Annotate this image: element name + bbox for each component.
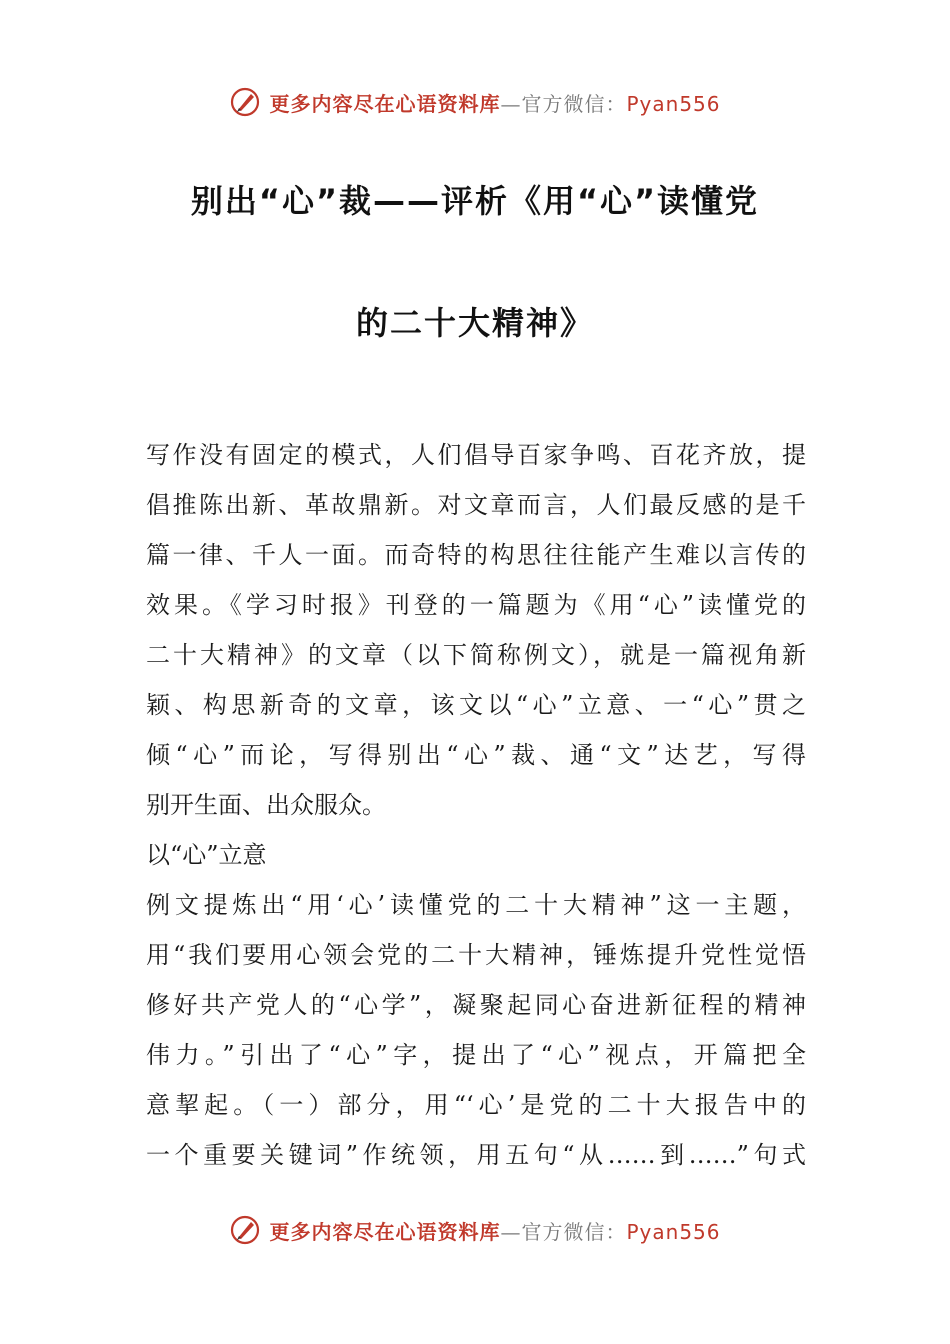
article-title-line-1: 别出“心”裁——评析《用“心”读懂党 [190, 182, 760, 220]
article-title-line-2: 的二十大精神》 [355, 304, 594, 342]
body-line: 用“我们要用心领会党的二十大精神，锤炼提升党性觉悟 [146, 941, 806, 969]
quill-pen-logo-icon [229, 86, 261, 118]
body-line: 伟力。”引出了“心”字，提出了“心”视点，开篇把全 [146, 1041, 806, 1069]
body-line: 写作没有固定的模式，人们倡导百家争鸣、百花齐放，提 [146, 441, 806, 469]
watermark-text [269, 1216, 720, 1245]
body-line: 例文提炼出“用‘心’读懂党的二十大精神”这一主题， [146, 891, 806, 919]
body-line: 效果。《学习时报》刊登的一篇题为《用“心”读懂党的 [146, 591, 806, 619]
section-heading: 以“心”立意 [146, 841, 267, 869]
quill-pen-logo-icon [229, 1214, 261, 1246]
watermark-text [269, 88, 720, 117]
body-line: 篇一律、千人一面。而奇特的构思往往能产生难以言传的 [146, 541, 806, 569]
body-line: 一个重要关键词”作统领，用五句“从……到……”句式 [146, 1141, 806, 1169]
watermark-site: 更多内容尽在心语资料库 [269, 1219, 501, 1244]
body-line: 倡推陈出新、革故鼎新。对文章而言，人们最反感的是千 [146, 491, 806, 519]
body-line: 颖、构思新奇的文章，该文以“心”立意、一“心”贯之 [146, 691, 806, 719]
watermark-header [0, 82, 950, 122]
body-line: 修好共产党人的“心学”，凝聚起同心奋进新征程的精神 [146, 991, 806, 1019]
watermark-dash: — [500, 1219, 522, 1244]
watermark-footer [0, 1210, 950, 1250]
watermark-official: 官方微信： [521, 1219, 627, 1244]
body-line: 倾“心”而论，写得别出“心”裁、通“文”达艺，写得 [146, 741, 806, 769]
body-line: 二十大精神》的文章（以下简称例文），就是一篇视角新 [146, 641, 806, 669]
watermark-official: 官方微信： [521, 91, 627, 116]
body-line: 别开生面、出众服众。 [146, 791, 386, 819]
watermark-dash: — [500, 91, 522, 116]
watermark-site: 更多内容尽在心语资料库 [269, 91, 501, 116]
body-line: 意挈起。（一）部分，用“‘心’是党的二十大报告中的 [146, 1091, 806, 1119]
article-body [146, 430, 806, 1180]
watermark-wechat-id: Pyan556 [626, 91, 721, 116]
watermark-wechat-id: Pyan556 [626, 1219, 721, 1244]
